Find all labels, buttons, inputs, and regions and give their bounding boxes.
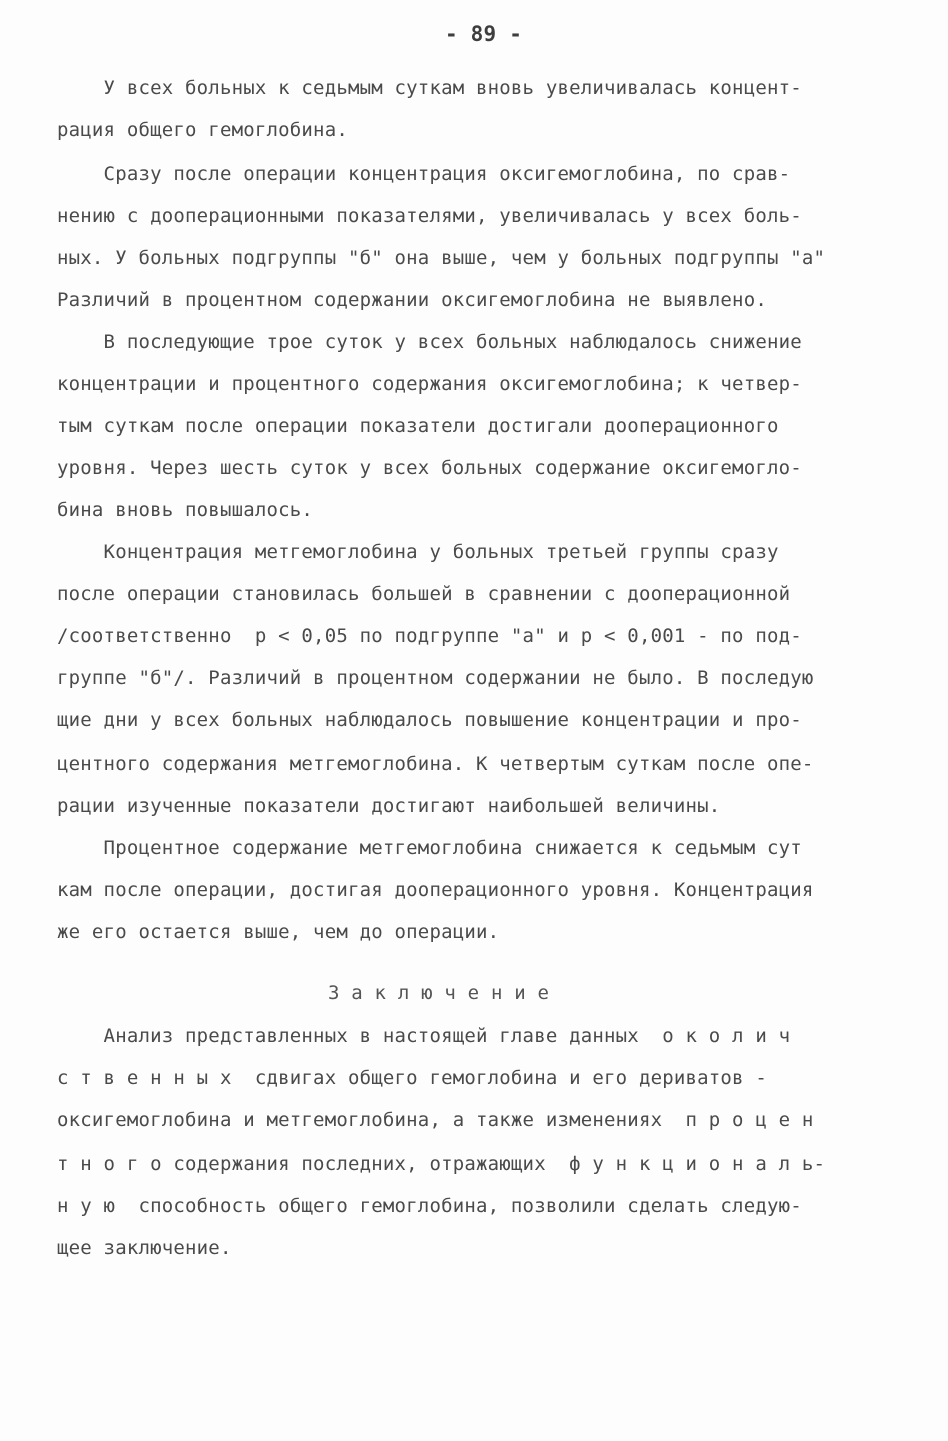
text-line: оксигемоглобина и метгемоглобина, а также изменениях п р о ц е н <box>57 1109 814 1131</box>
text-line: нению с дооперационными показателями, увеличивалась у всех боль- <box>57 205 802 227</box>
text-line: Сразу после операции концентрация оксигемоглобина, по срав- <box>57 163 791 185</box>
section-heading: З а к л ю ч е н и е <box>328 982 550 1004</box>
text-line: тым суткам после операции показатели достигали дооперационного <box>57 415 779 437</box>
text-line: группе "б"/. Различий в процентном содержании не было. В последую <box>57 667 814 689</box>
text-line: У всех больных к седьмым суткам вновь увеличивалась концент- <box>57 77 802 99</box>
text-line: бина вновь повышалось. <box>57 499 314 521</box>
text-line: Анализ представленных в настоящей главе данных о к о л и ч <box>57 1025 791 1047</box>
text-line: же его остается выше, чем до операции. <box>57 921 500 943</box>
text-line: В последующие трое суток у всех больных наблюдалось снижение <box>57 331 802 353</box>
text-line: Процентное содержание метгемоглобина снижается к седьмым сут <box>57 837 802 859</box>
text-line: Различий в процентном содержании оксигемоглобина не выявлено. <box>57 289 767 311</box>
text-line: Концентрация метгемоглобина у больных третьей группы сразу <box>57 541 779 563</box>
text-line: /соответственно р < 0,05 по подгруппе "а" и р < 0,001 - по под- <box>57 625 802 647</box>
text-line: т н о г о содержания последних, отражающих ф у н к ц и о н а л ь- <box>57 1153 826 1175</box>
text-line: с т в е н н ы х сдвигах общего гемоглобина и его дериватов - <box>57 1067 767 1089</box>
text-line: концентрации и процентного содержания оксигемоглобина; к четвер- <box>57 373 802 395</box>
text-line: н у ю способность общего гемоглобина, позволили сделать следую- <box>57 1195 802 1217</box>
text-line: после операции становилась большей в сравнении с дооперационной <box>57 583 791 605</box>
text-line: кам после операции, достигая дооперационного уровня. Концентрация <box>57 879 814 901</box>
text-line: уровня. Через шесть суток у всех больных содержание оксигемогло- <box>57 457 802 479</box>
text-line: рация общего гемоглобина. <box>57 119 348 141</box>
text-line: рации изученные показатели достигают наибольшей величины. <box>57 795 721 817</box>
text-line: щие дни у всех больных наблюдалось повышение концентрации и про- <box>57 709 802 731</box>
text-line: щее заключение. <box>57 1237 232 1259</box>
text-line: ных. У больных подгруппы "б" она выше, чем у больных подгруппы "а" <box>57 247 826 269</box>
page-number: - 89 - <box>445 22 523 46</box>
text-line: центного содержания метгемоглобина. К четвертым суткам после опе- <box>57 753 814 775</box>
